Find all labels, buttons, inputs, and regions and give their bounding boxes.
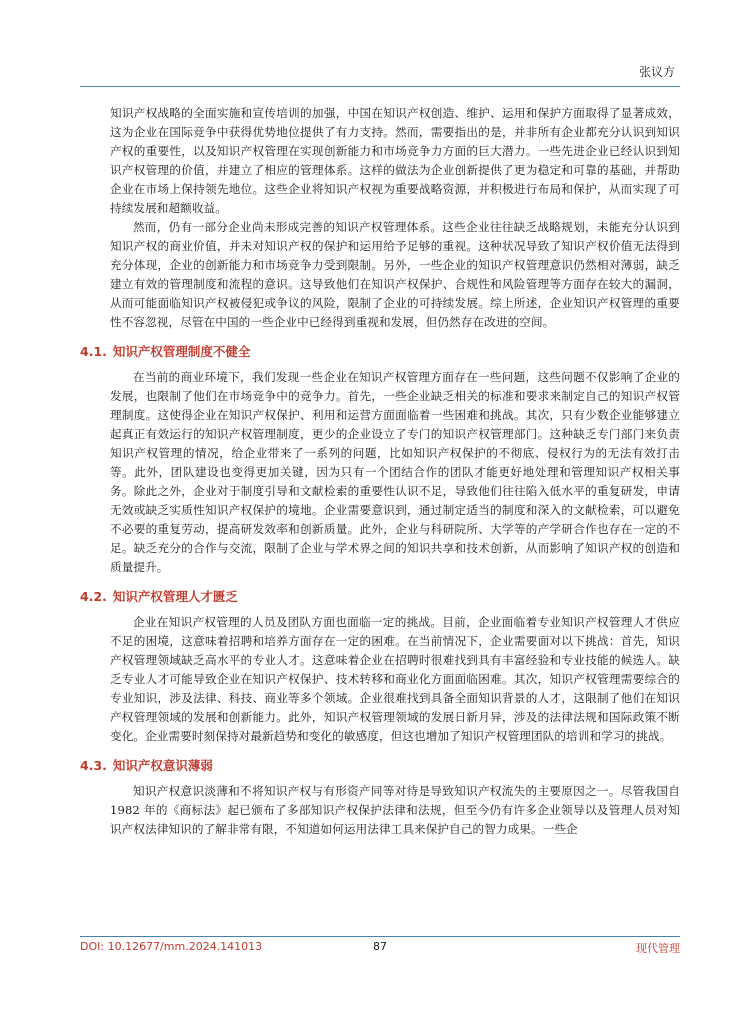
section-title: 知识产权管理人才匮乏 <box>112 589 238 604</box>
section-heading-4-3 <box>80 756 680 776</box>
section-number: 4.1. <box>80 344 107 359</box>
section-heading-4-2 <box>80 587 680 607</box>
header-author: 张议方 <box>638 65 675 79</box>
article-body <box>80 104 680 839</box>
paragraph: 企业在知识产权管理的人员及团队方面也面临一定的挑战。目前，企业面临着专业知识产权管理人才供应不足的困境，这意味着招聘和培养方面存在一定的困难。在当前情况下，企业需要面对以下挑战：首先，知识产权管理领域缺乏高水平的专业人才。这意味着企业在招聘时很难找到具有丰富经验和专业技能的候选人。缺乏专业人才可能导致企业在知识产权保护、技术转移和商业化方面面临困难。其次，知识产权管理需要综合的专业知识，涉及法律、科技、商业等多个领域。企业很难找到具备全面知识背景的人才，这限制了他们在知识产权管理领域的发展和创新能力。此外，知识产权管理领域的发展日新月异，涉及的法律法规和国际政策不断变化。企业需要时刻保持对最新趋势和变化的敏感度，但这也增加了知识产权管理团队的培训和学习的挑战。 <box>110 615 680 743</box>
journal-name: 现代管理 <box>636 942 680 955</box>
section-title: 知识产权管理制度不健全 <box>112 344 251 359</box>
paragraph: 在当前的商业环境下，我们发现一些企业在知识产权管理方面存在一些问题，这些问题不仅影响了企业的发展，也限制了他们在市场竞争中的竞争力。首先，一些企业缺乏相关的标准和要求来制定自己的知识产权管理制度。这使得企业在知识产权保护、利用和运营方面面临着一些困难和挑战。其次，只有少数企业能够建立起真正有效运行的知识产权管理制度，更少的企业设立了专门的知识产权管理部门。这种缺乏专门部门来负责知识产权管理的情况，给企业带来了一系列的问题，比如知识产权保护的不彻底、侵权行为的无法有效打击等。此外，团队建设也变得更加关键，因为只有一个团结合作的团队才能更好地处理和管理知识产权相关事务。除此之外，企业对于制度引导和文献检索的重要性认识不足，导致他们往往陷入低水平的重复研发，申请无效或缺乏实质性知识产权保护的境地。企业需要意识到，通过制定适当的制度和深入的文献检索，可以避免不必要的重复劳动，提高研发效率和创新质量。此外，企业与科研院所、大学等的产学研合作也存在一定的不足。缺乏充分的合作与交流，限制了企业与学术界之间的知识共享和技术创新，从而影响了知识产权的创造和质量提升。 <box>110 370 680 574</box>
footer-divider <box>80 936 680 937</box>
section-number: 4.3. <box>80 758 107 773</box>
paragraph: 知识产权战略的全面实施和宣传培训的加强，中国在知识产权创造、维护、运用和保护方面取得了显著成效，这为企业在国际竞争中获得优势地位提供了有力支持。然而，需要指出的是，并非所有企业都充分认识到知识产权的重要性，以及知识产权管理在实现创新能力和市场竞争力方面的巨大潜力。一些先进企业已经认识到知识产权管理的价值，并建立了相应的管理体系。这样的做法为企业创新提供了更为稳定和可靠的基础，并帮助企业在市场上保持领先地位。这些企业将知识产权视为重要战略资源，并积极进行布局和保护，从而实现了可持续发展和超额收益。 <box>110 106 680 215</box>
page-number: 87 <box>373 940 387 953</box>
section-title: 知识产权意识薄弱 <box>112 758 213 773</box>
section-number: 4.2. <box>80 589 107 604</box>
paragraph: 然而，仍有一部分企业尚未形成完善的知识产权管理体系。这些企业往往缺乏战略规划，未能充分认识到知识产权的商业价值，并未对知识产权的保护和运用给予足够的重视。这种状况导致了知识产权价值无法得到充分体现，企业的创新能力和市场竞争力受到限制。另外，一些企业的知识产权管理意识仍然相对薄弱，缺乏建立有效的管理制度和流程的意识。这导致他们在知识产权保护、合规性和风险管理等方面存在较大的漏洞，从而可能面临知识产权被侵犯或争议的风险，限制了企业的可持续发展。综上所述，企业知识产权管理的重要性不容忽视，尽管在中国的一些企业中已经得到重视和发展，但仍然存在改进的空间。 <box>110 220 680 329</box>
footer <box>80 940 680 958</box>
header-divider <box>80 86 680 87</box>
paragraph: 知识产权意识淡薄和不将知识产权与有形资产同等对待是导致知识产权流失的主要原因之一。尽管我国自 1982 年的《商标法》起已颁布了多部知识产权保护法律和法规，但至今仍有许多企业领导以及管理人员对知识产权法律知识的了解非常有限，不知道如何运用法律工具来保护自己的智力成果。一些企 <box>110 784 680 836</box>
doi-link[interactable]: DOI: 10.12677/mm.2024.141013 <box>80 940 263 953</box>
section-heading-4-1 <box>80 342 680 362</box>
